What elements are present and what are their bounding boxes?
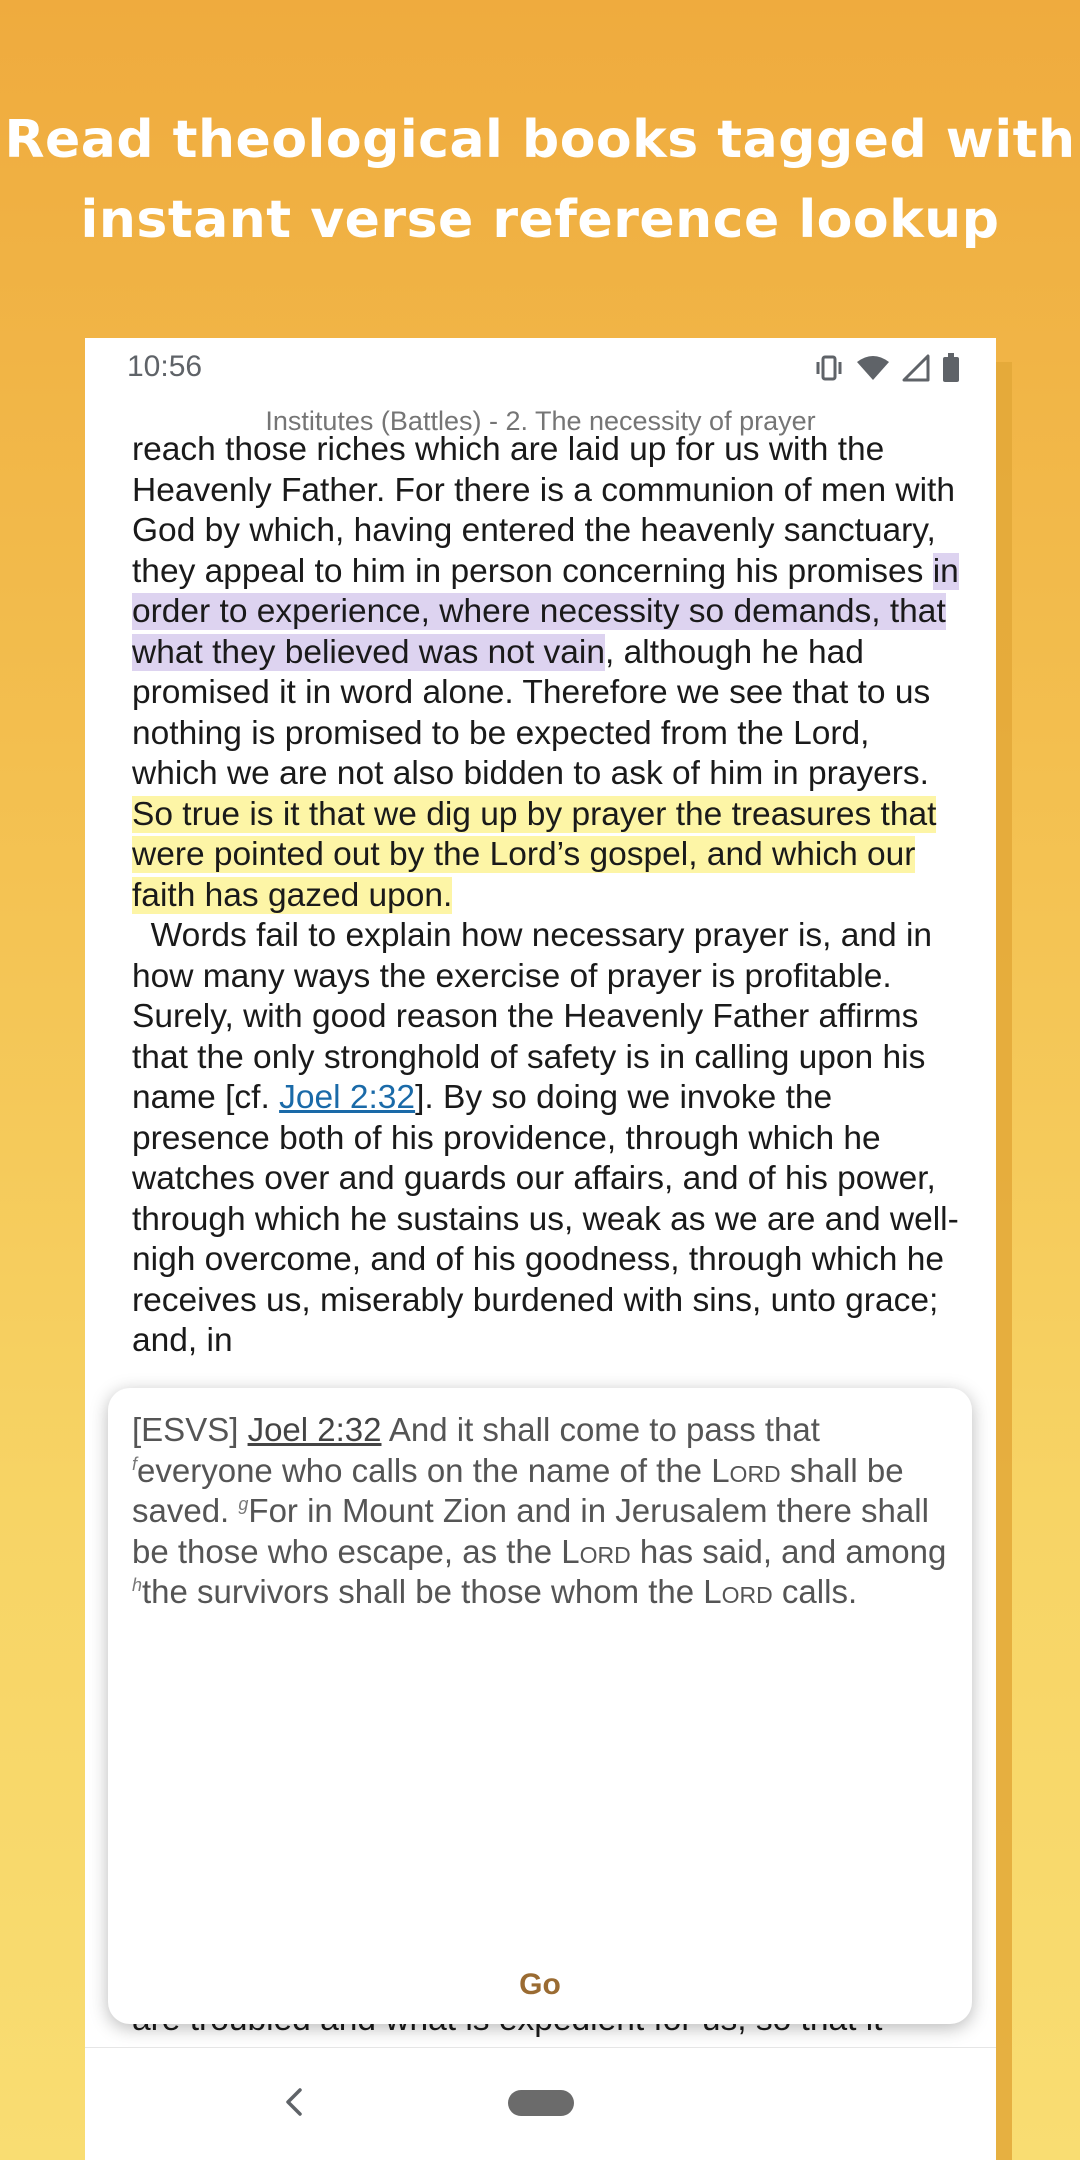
verse-text: has said, and among — [630, 1532, 947, 1570]
chevron-left-icon — [275, 2082, 315, 2122]
reader-paragraph — [132, 430, 962, 916]
verse-text: shall be saved. — [132, 1451, 904, 1529]
paragraph-text: , although he had promised it in word alone. Therefore we see that to us nothing is promised to be expected from the Lord, which we are not also bidden to ask of him in prayers. — [132, 633, 931, 792]
status-icons — [814, 350, 960, 386]
popup-verse-reference[interactable]: Joel 2:32 — [247, 1411, 382, 1448]
verse-text: And it shall come to pass that — [381, 1411, 820, 1448]
verse-text: the survivors shall be those whom the — [142, 1573, 704, 1610]
footnote-marker[interactable]: h — [132, 1575, 143, 1595]
bible-version: [ESVS] — [132, 1411, 239, 1448]
footnote-marker[interactable]: g — [238, 1494, 249, 1514]
footnote-marker[interactable]: f — [132, 1453, 138, 1474]
paragraph-text: ]. By so doing we invoke the presence both of his providence, through which he watches over and guards our affairs, and of his power, through which he sustains us, weak as we are and well-nigh overcome, and of his goodness, through which he receives us, miserably burdened with sins, unto grace; and, in — [132, 1079, 959, 1359]
wifi-icon — [856, 354, 890, 382]
verse-text-lord: Lord — [561, 1532, 631, 1570]
paragraph-text: reach those riches which are laid up for us with the Heavenly Father. For there is a communion of men with God by which, having entered the heavenly sanctuary, they appeal to him in person concerning his promises — [132, 431, 955, 590]
paragraph-text: Words fail to explain how necessary prayer is, and in how many ways the exercise of prayer is profitable. Surely, with good reason the Heavenly Father affirms that the only stronghold of safety is in calling upon his name [cf. — [132, 917, 942, 1116]
status-time: 10:56 — [127, 350, 203, 383]
verse-popup — [108, 1388, 972, 2024]
verse-text: For in Mount Zion and in Jerusalem there shall be those who escape, as the — [132, 1492, 929, 1570]
verse-text: calls. — [772, 1573, 858, 1610]
promo-headline — [0, 100, 1080, 260]
verse-popup-text — [132, 1410, 948, 1613]
cellular-signal-icon — [902, 354, 930, 382]
status-bar — [85, 338, 996, 398]
back-button[interactable] — [275, 2082, 315, 2122]
battery-icon — [942, 353, 960, 383]
book-title: Institutes (Battles) - 2. The necessity of prayer — [265, 406, 816, 436]
verse-text-lord: Lord — [703, 1573, 773, 1610]
headline-line-1: Read theological books tagged with — [4, 110, 1076, 170]
go-button[interactable]: Go — [108, 1960, 972, 2010]
highlight-yellow[interactable]: So true is it that we dig up by prayer the treasures that were pointed out by the Lord’s gospel, and which our faith has gazed upon. — [132, 795, 937, 914]
navigation-bar — [85, 2047, 996, 2160]
verse-text: everyone who calls on the name of the — [137, 1451, 712, 1489]
vibrate-icon — [814, 354, 844, 382]
headline-line-2: instant verse reference lookup — [80, 190, 1000, 250]
reader-paragraph — [132, 916, 962, 1362]
verse-text-lord: Lord — [711, 1451, 781, 1489]
highlight-purple[interactable]: in order to experience, where necessity so demands, that what they believed was not vain — [132, 552, 959, 671]
verse-reference-link[interactable]: Joel 2:32 — [279, 1079, 416, 1116]
home-button[interactable] — [508, 2090, 574, 2116]
